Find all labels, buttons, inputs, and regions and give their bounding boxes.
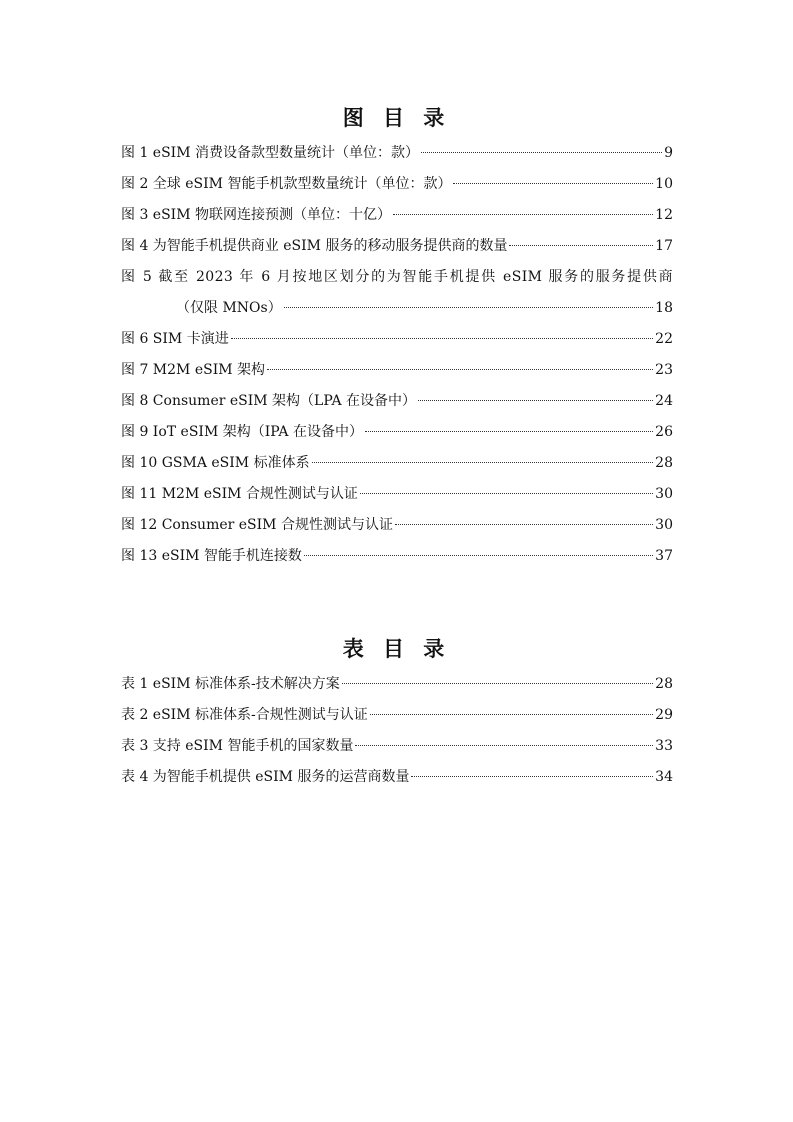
entry-label: 图 6 SIM 卡演进 (121, 331, 229, 347)
entry-page: 30 (655, 517, 673, 533)
toc-entry[interactable] (121, 669, 673, 700)
entry-page: 12 (655, 207, 673, 223)
toc-entry[interactable] (121, 700, 673, 731)
entry-page: 29 (655, 707, 673, 723)
entry-label: 图 1 eSIM 消费设备款型数量统计（单位：款） (121, 145, 419, 161)
toc-entry[interactable] (121, 200, 673, 231)
entry-label: 图 4 为智能手机提供商业 eSIM 服务的移动服务提供商的数量 (121, 238, 508, 254)
tables-heading: 表 目 录 (342, 637, 451, 661)
entry-page: 17 (655, 238, 673, 254)
entry-label: 图 2 全球 eSIM 智能手机款型数量统计（单位：款） (121, 176, 452, 192)
dot-leader (312, 462, 654, 463)
dot-leader (411, 776, 653, 777)
dot-leader (360, 493, 653, 494)
toc-entry-wrapped-line2[interactable] (121, 293, 673, 324)
toc-entry[interactable] (121, 231, 673, 262)
entry-page: 37 (655, 548, 673, 564)
entry-label: 图 9 IoT eSIM 架构（IPA 在设备中） (121, 424, 363, 440)
dot-leader (355, 745, 653, 746)
figures-list (121, 138, 673, 572)
entry-label: 图 13 eSIM 智能手机连接数 (121, 548, 302, 564)
dot-leader (395, 524, 653, 525)
dot-leader (304, 555, 653, 556)
toc-entry[interactable] (121, 479, 673, 510)
entry-label: 表 3 支持 eSIM 智能手机的国家数量 (121, 738, 354, 754)
entry-page: 23 (655, 362, 673, 378)
entry-page: 24 (655, 393, 673, 409)
entry-page: 18 (655, 300, 673, 316)
toc-entry[interactable] (121, 448, 673, 479)
entry-label: （仅限 MNOs） (176, 300, 282, 316)
entry-label: 图 3 eSIM 物联网连接预测（单位：十亿） (121, 207, 391, 223)
entry-page: 22 (655, 331, 673, 347)
entry-page: 9 (664, 145, 673, 161)
toc-entry[interactable] (121, 355, 673, 386)
dot-leader (284, 307, 653, 308)
entry-label: 表 4 为智能手机提供 eSIM 服务的运营商数量 (121, 769, 410, 785)
entry-label: 表 1 eSIM 标准体系-技术解决方案 (121, 676, 340, 692)
entry-page: 33 (655, 738, 673, 754)
toc-entry[interactable] (121, 324, 673, 355)
entry-label: 图 12 Consumer eSIM 合规性测试与认证 (121, 517, 393, 533)
toc-entry[interactable] (121, 138, 673, 169)
toc-entry[interactable] (121, 386, 673, 417)
entry-page: 30 (655, 486, 673, 502)
toc-entry[interactable] (121, 417, 673, 448)
entry-label: 图 11 M2M eSIM 合规性测试与认证 (121, 486, 358, 502)
dot-leader (342, 683, 653, 684)
entry-page: 28 (655, 455, 673, 471)
entry-page: 28 (655, 676, 673, 692)
entry-label: 图 8 Consumer eSIM 架构（LPA 在设备中） (121, 393, 417, 409)
dot-leader (421, 152, 662, 153)
entry-page: 10 (655, 176, 673, 192)
dot-leader (509, 245, 653, 246)
entry-page: 26 (655, 424, 673, 440)
toc-entry[interactable] (121, 169, 673, 200)
entry-label: 图 7 M2M eSIM 架构 (121, 362, 266, 378)
entry-label: 图 10 GSMA eSIM 标准体系 (121, 455, 310, 471)
dot-leader (418, 400, 653, 401)
toc-entry-wrapped-line1[interactable] (121, 262, 673, 293)
dot-leader (231, 338, 653, 339)
entry-label: 表 2 eSIM 标准体系-合规性测试与认证 (121, 707, 368, 723)
dot-leader (393, 214, 653, 215)
entry-page: 34 (655, 769, 673, 785)
toc-entry[interactable] (121, 510, 673, 541)
toc-entry[interactable] (121, 731, 673, 762)
dot-leader (453, 183, 653, 184)
figures-heading: 图 目 录 (342, 106, 451, 130)
toc-entry[interactable] (121, 762, 673, 793)
tables-list (121, 669, 673, 793)
toc-entry[interactable] (121, 541, 673, 572)
dot-leader (370, 714, 653, 715)
dot-leader (267, 369, 653, 370)
dot-leader (365, 431, 653, 432)
entry-label: 图 5 截至 2023 年 6 月按地区划分的为智能手机提供 eSIM 服务的服务提供商 (121, 269, 673, 285)
